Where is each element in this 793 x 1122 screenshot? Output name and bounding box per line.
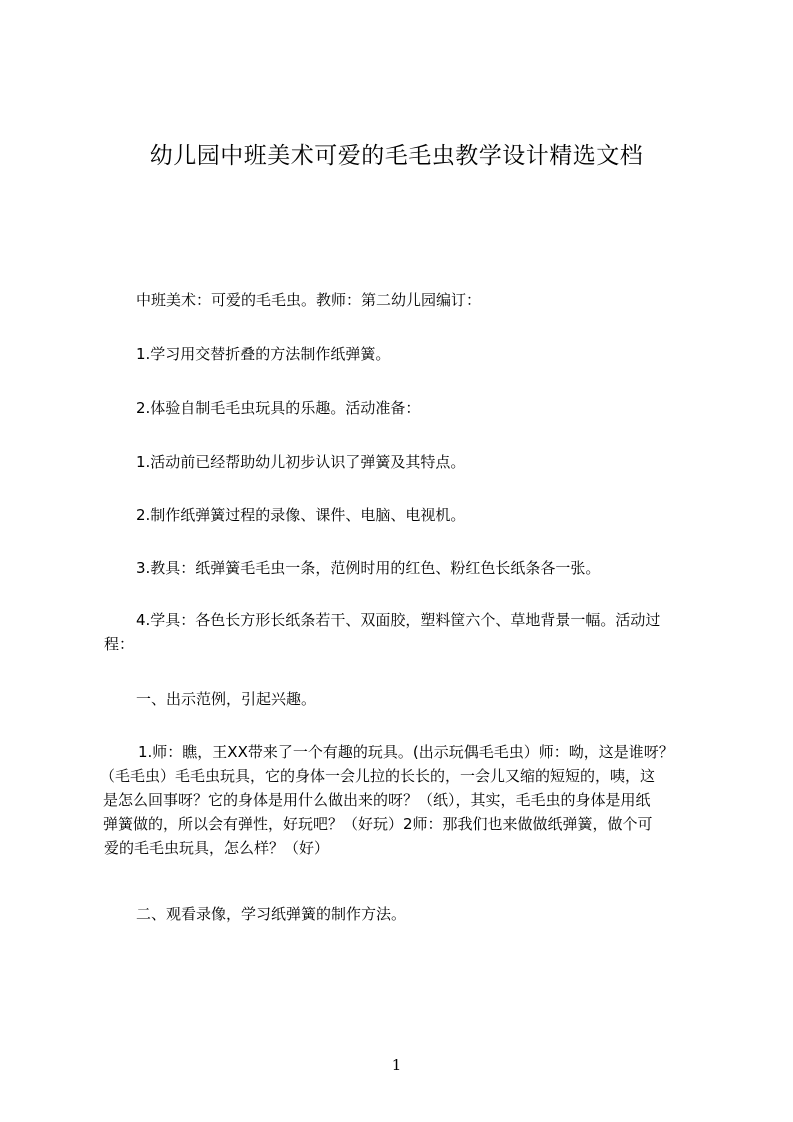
- document-title: 幼儿园中班美术可爱的毛毛虫教学设计精选文档: [149, 143, 644, 169]
- paragraph-section-1-heading: 一、出示范例，引起兴趣。: [136, 690, 317, 708]
- paragraph-section-1-line-5: 爱的毛毛虫玩具，怎么样？（好）: [104, 839, 330, 857]
- paragraph-goal-2: 2.体验自制毛毛虫玩具的乐趣。活动准备：: [136, 399, 421, 417]
- paragraph-section-1-line-4: 弹簧做的，所以会有弹性，好玩吧？（好玩）2师：那我们也来做做纸弹簧，做个可: [103, 815, 653, 833]
- paragraph-section-1-line-3: 是怎么回事呀？它的身体是用什么做出来的呀？（纸），其实，毛毛虫的身体是用纸: [103, 791, 651, 809]
- paragraph-section-1-line-1: 1.师：瞧，王XX带来了一个有趣的玩具。(出示玩偶毛毛虫）师：呦，这是谁呀？: [138, 743, 674, 761]
- paragraph-goal-1: 1.学习用交替折叠的方法制作纸弹簧。: [136, 345, 391, 363]
- paragraph-prep-4: [104, 608, 724, 656]
- paragraph-prep-4-line-1: 4.学具：各色长方形长纸条若干、双面胶，塑料筐六个、草地背景一幅。活动过: [136, 611, 661, 629]
- paragraph-section-2-heading: 二、观看录像，学习纸弹簧的制作方法。: [136, 905, 407, 923]
- paragraph-intro: 中班美术：可爱的毛毛虫。教师：第二幼儿园编订：: [136, 291, 482, 309]
- paragraph-prep-4-line-2: 程：: [104, 635, 135, 653]
- paragraph-prep-1: 1.活动前已经帮助幼儿初步认识了弹簧及其特点。: [136, 453, 466, 471]
- paragraph-prep-2: 2.制作纸弹簧过程的录像、课件、电脑、电视机。: [136, 506, 466, 524]
- paragraph-section-1-line-2: （毛毛虫）毛毛虫玩具，它的身体一会儿拉的长长的，一会儿又缩的短短的，咦，这: [100, 767, 656, 785]
- page-number: 1: [391, 1056, 402, 1074]
- paragraph-section-1-body: [100, 740, 724, 860]
- paragraph-prep-3: 3.教具：纸弹簧毛毛虫一条，范例时用的红色、粉红色长纸条各一张。: [136, 559, 601, 577]
